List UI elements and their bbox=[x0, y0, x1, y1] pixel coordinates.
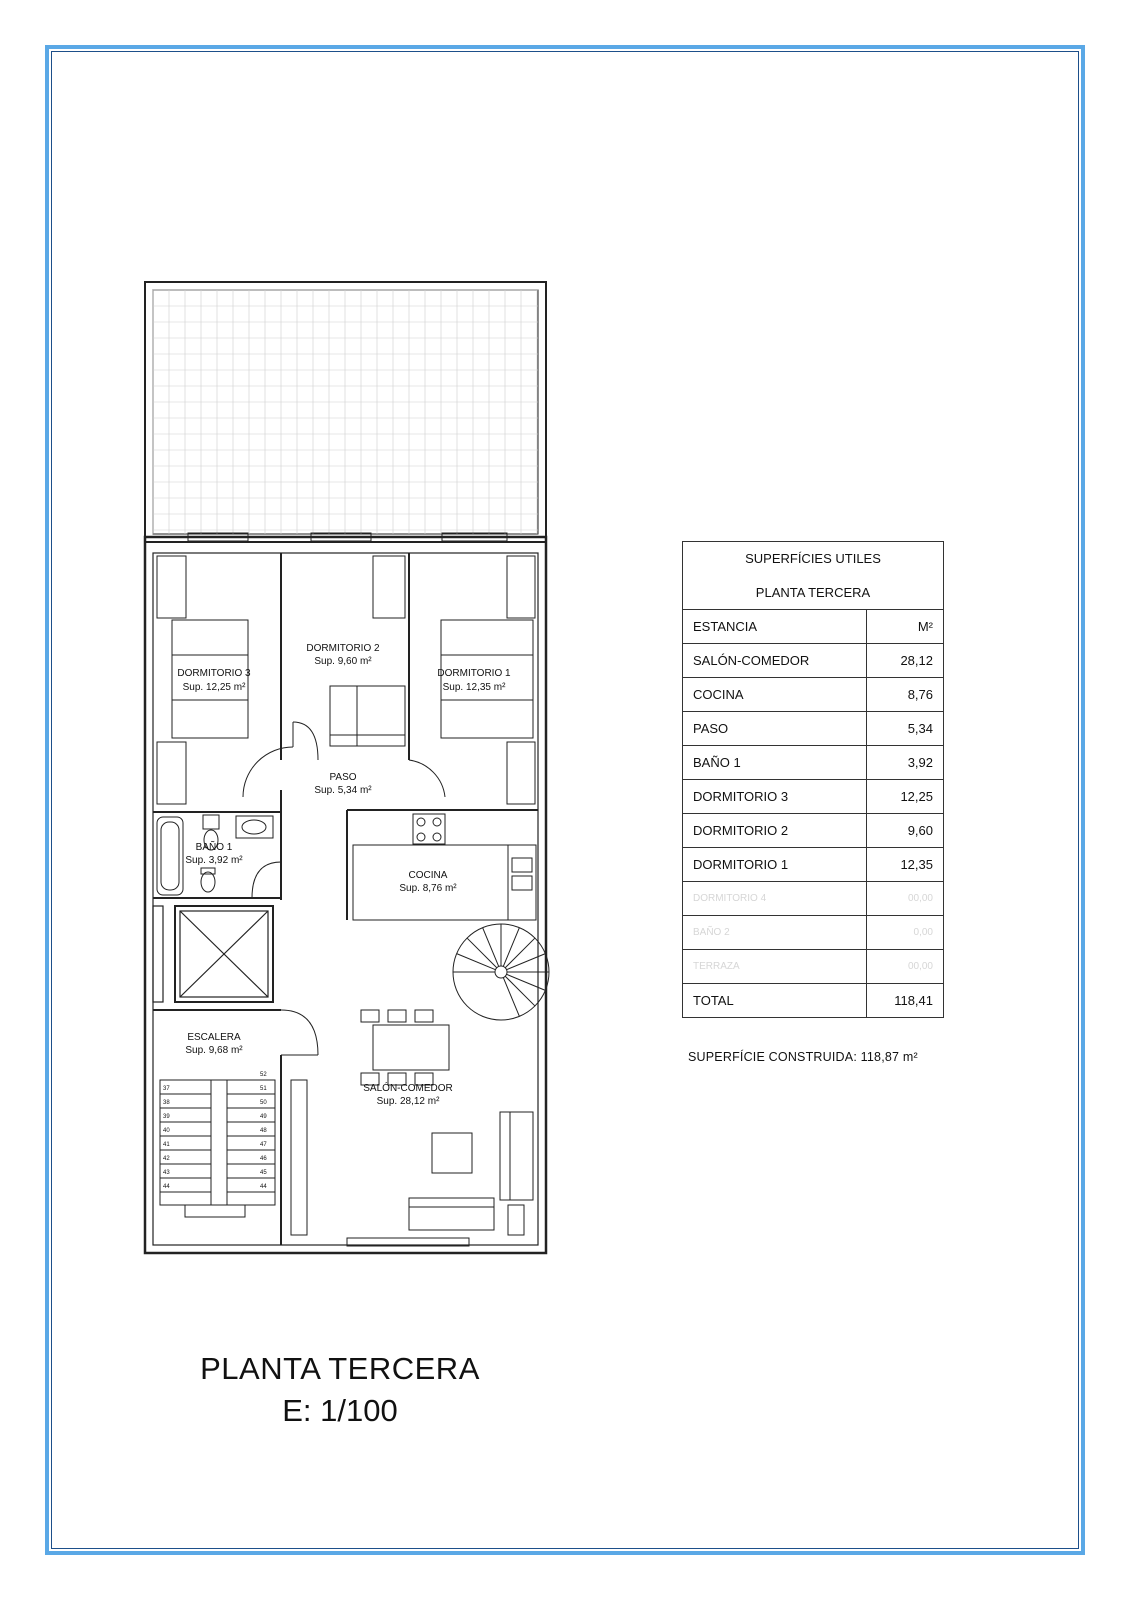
table-row bbox=[683, 950, 944, 984]
row-value: 12,35 bbox=[867, 848, 944, 882]
area-bano-1: Sup. 3,92 m² bbox=[185, 855, 243, 866]
stair-step-number: 52 bbox=[260, 1072, 267, 1078]
label-salon-comedor: SALÓN-COMEDOR bbox=[363, 1083, 453, 1094]
area-paso: Sup. 5,34 m² bbox=[314, 785, 372, 796]
label-escalera: ESCALERA bbox=[187, 1032, 241, 1043]
row-value: 0,00 bbox=[867, 916, 944, 950]
table-row bbox=[683, 780, 944, 814]
table-subtitle: PLANTA TERCERA bbox=[683, 576, 944, 610]
row-value: 12,25 bbox=[867, 780, 944, 814]
table-row bbox=[683, 848, 944, 882]
table-header-row bbox=[683, 610, 944, 644]
table-row bbox=[683, 644, 944, 678]
table-row bbox=[683, 746, 944, 780]
lift-shaft bbox=[153, 906, 273, 1002]
stair-step-number: 46 bbox=[260, 1156, 267, 1162]
salon-furniture bbox=[291, 1010, 533, 1235]
superficie-construida: SUPERFÍCIE CONSTRUIDA: 118,87 m² bbox=[688, 1050, 918, 1064]
stair-step-number: 45 bbox=[260, 1170, 267, 1176]
straight-stair bbox=[160, 1080, 275, 1217]
stair-step-number: 43 bbox=[163, 1170, 170, 1176]
stair-step-number: 37 bbox=[163, 1086, 170, 1092]
area-escalera: Sup. 9,68 m² bbox=[185, 1045, 243, 1056]
row-room: BAÑO 2 bbox=[683, 916, 867, 950]
row-room: TERRAZA bbox=[683, 950, 867, 984]
table-row bbox=[683, 814, 944, 848]
area-dormitorio-1: Sup. 12,35 m² bbox=[442, 682, 506, 693]
row-room: DORMITORIO 2 bbox=[683, 814, 867, 848]
row-room: DORMITORIO 4 bbox=[683, 882, 867, 916]
label-paso: PASO bbox=[329, 772, 357, 783]
header-unit: M² bbox=[867, 610, 944, 644]
plan-scale: E: 1/100 bbox=[282, 1393, 398, 1428]
row-room: PASO bbox=[683, 712, 867, 746]
area-dormitorio-2: Sup. 9,60 m² bbox=[314, 656, 372, 667]
table-row bbox=[683, 712, 944, 746]
label-dormitorio-2: DORMITORIO 2 bbox=[306, 643, 380, 654]
row-value: 9,60 bbox=[867, 814, 944, 848]
furniture-dormitorio-3 bbox=[157, 556, 248, 804]
stair-step-number: 48 bbox=[260, 1128, 267, 1134]
label-cocina: COCINA bbox=[408, 870, 448, 881]
row-room: BAÑO 1 bbox=[683, 746, 867, 780]
row-value: 8,76 bbox=[867, 678, 944, 712]
stair-step-number: 49 bbox=[260, 1114, 267, 1120]
total-value: 118,41 bbox=[867, 984, 944, 1018]
label-bano-1: BAÑO 1 bbox=[195, 842, 233, 853]
row-room: COCINA bbox=[683, 678, 867, 712]
stair-step-number: 38 bbox=[163, 1100, 170, 1106]
stair-step-number: 39 bbox=[163, 1114, 170, 1120]
terrace bbox=[145, 282, 546, 542]
area-cocina: Sup. 8,76 m² bbox=[399, 883, 457, 894]
area-salon-comedor: Sup. 28,12 m² bbox=[376, 1096, 440, 1107]
area-dormitorio-3: Sup. 12,25 m² bbox=[182, 682, 246, 693]
stair-step-number: 42 bbox=[163, 1156, 170, 1162]
table-row bbox=[683, 882, 944, 916]
stair-step-number: 44 bbox=[260, 1184, 267, 1190]
row-room: DORMITORIO 1 bbox=[683, 848, 867, 882]
table-row bbox=[683, 678, 944, 712]
stair-step-number: 40 bbox=[163, 1128, 170, 1134]
kitchen-fixtures bbox=[353, 814, 536, 920]
stair-step-number: 51 bbox=[260, 1086, 267, 1092]
furniture-dormitorio-1 bbox=[441, 556, 535, 804]
spiral-staircase bbox=[453, 920, 549, 1020]
row-room: SALÓN-COMEDOR bbox=[683, 644, 867, 678]
total-label: TOTAL bbox=[683, 984, 867, 1018]
stair-step-number: 47 bbox=[260, 1142, 267, 1148]
row-room: DORMITORIO 3 bbox=[683, 780, 867, 814]
row-value: 5,34 bbox=[867, 712, 944, 746]
table-row bbox=[683, 916, 944, 950]
stair-step-number: 44 bbox=[163, 1184, 170, 1190]
room-labels bbox=[177, 643, 511, 1107]
table-title: SUPERFÍCIES UTILES bbox=[683, 542, 944, 576]
row-value: 00,00 bbox=[867, 950, 944, 984]
header-estancia: ESTANCIA bbox=[683, 610, 867, 644]
stair-step-number: 41 bbox=[163, 1142, 170, 1148]
row-value: 3,92 bbox=[867, 746, 944, 780]
label-dormitorio-3: DORMITORIO 3 bbox=[177, 668, 251, 679]
row-value: 28,12 bbox=[867, 644, 944, 678]
label-dormitorio-1: DORMITORIO 1 bbox=[437, 668, 511, 679]
table-total-row bbox=[683, 984, 944, 1018]
plan-title: PLANTA TERCERA bbox=[200, 1351, 480, 1386]
row-value: 00,00 bbox=[867, 882, 944, 916]
stair-step-number: 50 bbox=[260, 1100, 267, 1106]
surfaces-table bbox=[682, 541, 944, 1018]
